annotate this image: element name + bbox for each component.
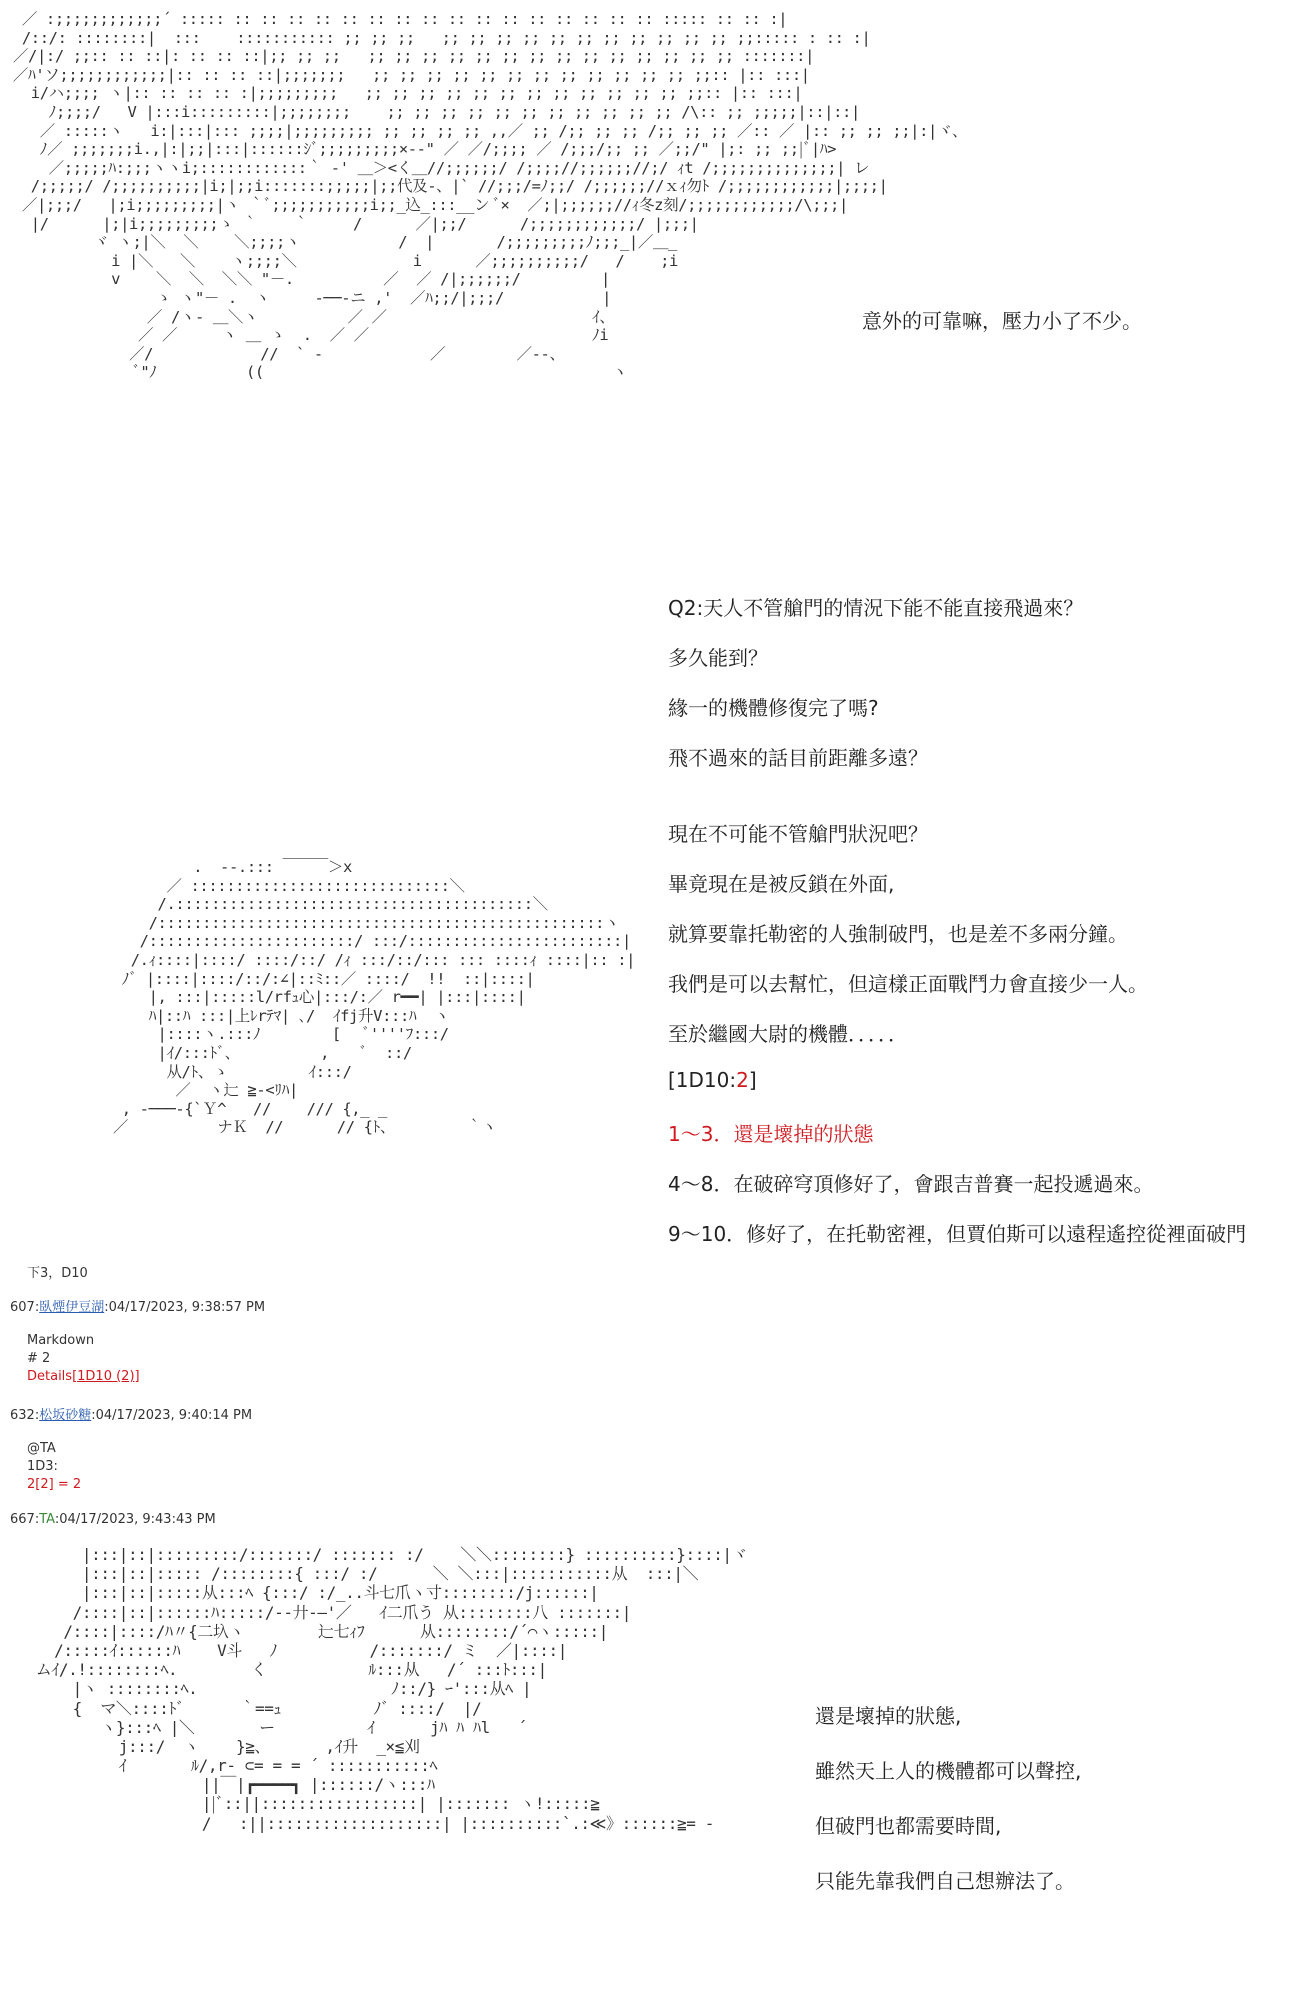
- outcome-line: 9～10．修好了，在托勒密裡，但賈伯斯可以遠程遙控從裡面破門: [668, 1222, 1247, 1246]
- post-header: [10, 1404, 252, 1423]
- post-number: 632:: [10, 1408, 40, 1423]
- outcome-line: 4～8．在破碎穹頂修好了，會跟吉普賽一起投遞過來。: [668, 1172, 1154, 1196]
- post-author-link[interactable]: 臥煙伊豆湖: [39, 1300, 105, 1315]
- speech-line: 意外的可靠嘛，壓力小了不少。: [862, 309, 1142, 333]
- roll-request-note: 下3，D10: [27, 1266, 88, 1281]
- speech-line: 還是壞掉的狀態,: [815, 1704, 962, 1728]
- speech-line: 雖然天上人的機體都可以聲控,: [815, 1759, 1082, 1783]
- post-timestamp: :04/17/2023, 9:43:43 PM: [54, 1512, 216, 1527]
- post-number: 607:: [10, 1300, 40, 1315]
- post-number: 667:: [10, 1512, 40, 1527]
- answer-line: 現在不可能不管艙門狀況吧？: [668, 822, 928, 846]
- speech-line: 只能先靠我們自己想辦法了。: [815, 1869, 1075, 1893]
- post-author: TA: [39, 1512, 55, 1527]
- question-line: 緣一的機體修復完了嗎?: [668, 696, 879, 720]
- answer-line: 畢竟現在是被反鎖在外面,: [668, 872, 895, 896]
- post-timestamp: :04/17/2023, 9:40:14 PM: [91, 1408, 253, 1423]
- dice-result-label: Details: [27, 1369, 73, 1384]
- ascii-art-top: ／ :;;;;;;;;;;;;´ ::::: :: :: :: :: :: :: :: :: :: :: :: :: :: :: :: :: ::::: :: :: :| /::/: ::::::::| ::: ::::::::::: ;; ;; ;; ;; ;; ;; ;; ;; ;; ;; ;; ;; ;; ;; ;;::::: : :: :| ／/|:/ ;;:: :: ::|: :: :: ::|;; ;; ;; ;; ;; ;; ;; ;; ;; ;; ;; ;; ;; ;; ;; ;; ;; :::::::| ／ﾊ'ソ;;;;;;;;;;;;|:: :: :: ::|;;;;;;; ;; ;; ;; ;; ;; ;; ;; ;; ;; ;; ;; ;; ;;:: |:: :::| i/ハ;;;; ヽ|:: :: :: :: :|;;;;;;;;; ;; ;; ;; ;; ;; ;; ;; ;; ;; ;; ;; ;; ;;:: |:: :::| ﾉ;;;;/ V |:::i:::::::::|;;;;;;;; ;; ;; ;; ;; ;; ;; ;; ;; ;; ;; ;; /\:: ;; ;;;;;|::|::| ／ :::::ヽ i:|:::|::: ;;;;|;;;;;;;;; ;; ;; ;; ;; ,,／ ;; /;; ;; ;; /;; ;; ;; ／:: ／ |:: ;; ;; ;;|:|ヾ、 ﾉ／ ;;;;;;;i.,|:|;;|:::|::::::ｼﾞ;;;;;;;;;×-‐" ／ ／/;;;; ／ /;;;/;; ;; ／;;/" |;: ;; ;;|ﾞ|ﾊ> ／;;;;;ﾊ:;;;ヽヽi;::::::::::::｀ ‐' ＿＞<く＿//;;;;;;/ /;;;;//;;;;;;//;/ ｨt /;;;;;;;;;;;;;;| レ /;;;;;/ /;;;;;;;;;;|i;|;;i:::::::;;;;;|;;代及-、|` //;;;/=ﾉ;;/ /;;;;;;//ｘｨ勿ﾄ /;;;;;;;;;;;;|;;;;| ／|;;;/ |;i;;;;;;;;;|ヽ ｀ﾞ;;;;;;;;;;;i;;_込_:::__ン ﾞ× ／;|;;;;;;//ｨ冬z刻/;;;;;;;;;;;;/\;;;| |/ |;|i;;;;;;;;;ゝ ｀ ｀ / ／|;;/ /;;;;;;;;;;;;/ |;;;| ヾ ヽ;|＼ ＼ ＼;;;;ヽ / | /;;;;;;;;;ﾉ;;;_|／＿_ i |＼ ＼ ヽ;;;;＼ i ／;;;;;;;;;;/ / ;i v ＼ ＼ ＼＼ "－. ／ ／ /|;;;;;;/ | ゝ ヽ"－ . ヽ ‐──‐ニ ,' ／ﾊ;;/|;;;/ | ／ /ヽ- ＿＼ヽ ／ ／ ｲ、 ／ ／ ヽ ＿ ゝ . ／ ／ ﾉi ／/ // ` ‐ ／ ／‐-、 ﾞ"ﾉ (( ヽ: [12, 10, 968, 382]
- post-body-line: # 2: [27, 1351, 51, 1366]
- dice-result: 2[2] = 2: [27, 1477, 82, 1492]
- answer-line: 至於繼國大尉的機體．．．．．: [668, 1022, 908, 1046]
- dice-result-link[interactable]: [1D10 (2)]: [72, 1369, 140, 1384]
- question-line: Q2:天人不管艙門的情況下能不能直接飛過來？: [668, 596, 1084, 620]
- question-line: 飛不過來的話目前距離多遠？: [668, 746, 928, 770]
- post-timestamp: :04/17/2023, 9:38:57 PM: [104, 1300, 266, 1315]
- outcome-line-selected: 1～3．還是壞掉的狀態: [668, 1122, 874, 1146]
- answer-line: 就算要靠托勒密的人強制破門，也是差不多兩分鐘。: [668, 922, 1128, 946]
- ascii-art-middle: . ‐-.::: ￣￣￣＞x ／ :::::::::::::::::::::::::::::＼ /.::::::::::::::::::::::::::::::::::::::::＼ /::::::::::::::::::::::::::::::::::::::::::::::::::ヽ /:::::::::::::::::::::::/ :::/::::::::::::::::::::::::| /.ｨ::::|::::/ ::::/::/ /ｨ :::/::/::: ::: ::::ｨ ::::|:: :| ﾉﾞ |::::|::::/::/:∠|::ﾐ::／ ::::/ !! ::|::::| |, :::|:::::l/rfｭ心|:::/:／ r━━| |:::|::::| ﾊ|::ﾊ :::|上ﾚrﾃﾏ| ､/ ｲfj升V:::ﾊ ヽ |::::ヽ.:::ﾉ [ ﾞ''''ﾌ:::/ |ｲ/:::ﾄﾞ、 , ﾞ ::/ 从/ﾄ、ゝ ｲ:::/ ／ ヽ辷 ≧-<ﾘﾊ| , -───‐{`Ｙ^ // /// {,_ _ ／ ナＫ // // {ﾄ、 ｀ヽ: [112, 858, 636, 1137]
- dice-result: [27, 1369, 140, 1384]
- post-header: [10, 1296, 265, 1315]
- post-body-line: Markdown: [27, 1333, 95, 1348]
- post-author-link[interactable]: 松坂砂糖: [39, 1408, 92, 1423]
- dice-roll-suffix: ]: [748, 1068, 757, 1092]
- question-line: 多久能到？: [668, 646, 768, 670]
- post-body-line: 1D3:: [27, 1459, 58, 1474]
- post-header: [10, 1512, 216, 1527]
- dice-roll: [668, 1068, 757, 1092]
- speech-line: 但破門也都需要時間,: [815, 1814, 1002, 1838]
- answer-line: 我們是可以去幫忙，但這樣正面戰鬥力會直接少一人。: [668, 972, 1148, 996]
- post-body-line: @TA: [27, 1441, 56, 1456]
- dice-roll-value: 2: [736, 1068, 749, 1092]
- ascii-art-bottom: |:::|::|:::::::::/:::::::/ ::::::: :/ ＼＼::::::::} ::::::::::}::::|ヾ |:::|::|::::: /::::::::{ :::/ :/ ＼ ＼:::|:::::::::::从 :::|＼ |:::|::|:::::从:::ﾍ {:::/ :/_..斗七爪ヽ寸::::::::/j::::::| /::::|::|::::::ﾊ:::::/‐-廾‐―'／ ｲ二爪う 从::::::::八 :::::::| /::::|::::/ﾊ〃{二圦ヽ 辷七ｨﾌ 从::::::::/´⌒ヽ:::::| /:::::ｲ::::::ﾊ V斗 ﾉ /:::::::/ ミ ／|::::| ムｲ/.!::::::::ﾍ. く ﾙ:::从 /´ :::ﾄ:::| |ヽ ::::::::ﾍ. ﾉ::/} ｰ':::从ﾍ | { マ＼::::ﾄﾞ ｀==ｭ ﾉﾞ ::::/ |/ ヽ}:::ﾍ |＼ ー ｲ jﾊ ﾊ ﾊl ´ j:::/ ヽ }≧、 ,ｲ升 _×≦刈 ｲ ﾙ/,r‐ ⊂= = = ´ :::::::::::ﾍ ||￣|┏━━━━┓ |::::::/ヽ:::ﾊ ||ﾞ::||:::::::::::::::::| |::::::: ヽ!:::::≧ / :||:::::::::::::::::::| |::::::::::`.:≪》::::::≧= -: [35, 1545, 748, 1833]
- dice-roll-prefix: [1D10:: [668, 1068, 737, 1092]
